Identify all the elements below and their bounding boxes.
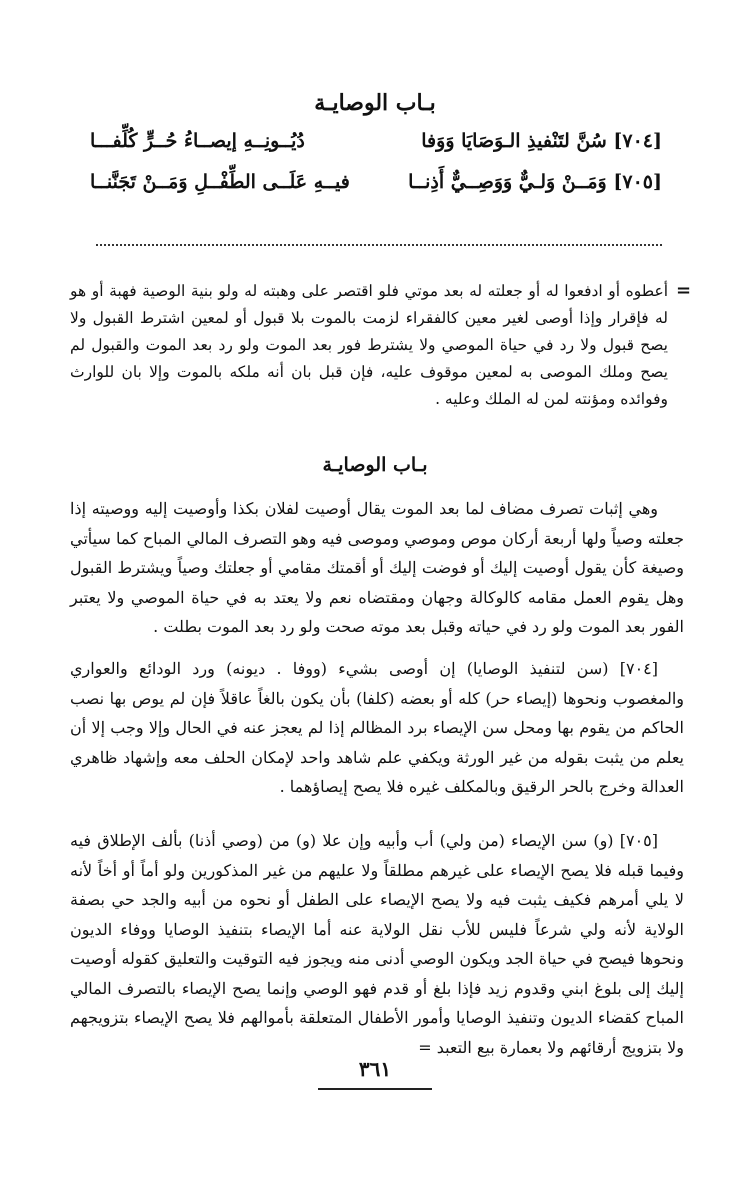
page-number-underline xyxy=(318,1088,432,1090)
verse-first-hemistich: [٧٠٤] سُنَّ لتَنْفيذِ الـوَصَايَا وَوَفا xyxy=(421,130,662,152)
commentary-paragraph: وهي إثبات تصرف مضاف لما بعد الموت يقال أوصيت لفلان بكذا وأوصيت إليه ووصيته إذا جعلته وصياً ولها أربعة أركان موص وموصي وموصى فيه وهو التصرف المالي المباح كما سيأتي وصيغة كأن يقول أوصيت إليك أو فوضت إليك أو أقمتك مقامي أو جعلتك وصياً ويشترط القبول وهل يقوم العمل مقامه كالوكالة وجهان ومقتضاه نعم ولا يعتد به في حياة الموصي ولا يعتبر الفور بعد الموت ولو رد في حياته وقبل بعد موته صحت ولو رد بعد الموت بطلت . xyxy=(70,499,684,636)
section-heading: بـاب الوصايـة xyxy=(322,454,428,476)
verse-number: [٧٠٤] xyxy=(613,130,662,152)
commentary-paragraph: [٧٠٤] (سن لتنفيذ الوصايا) إن أوصى بشيء (ووفا . ديونه) ورد الودائع والعواري والمغصوب ونحوها (إيصاء حر) كله أو بعضه (كلفا) بأن يكون بالغاً عاقلاً فإن لم يوص بها نصب الحاكم من يقوم بها ومحل سن الإيصاء برد المظالم إذا لم يعجز عنه في الحال وإلا وجب إلا أن يعلم من يثبت بقوله من غير الورثة ويكفي علم شاهد واحد لإمكان الحلف معه وإشهاد ظاهري العدالة وخرج بالحر الرقيق وبالمكلف غيره فلا يصح إيصاؤهما . xyxy=(70,659,684,796)
commentary-paragraph: [٧٠٥] (و) سن الإيصاء (من ولي) أب وأبيه وإن علا (و) من (وصي أذنا) بألف الإطلاق فيه وفيما قبله فلا يصح الإيصاء على غيرهم مطلقاً ولا عليهم من غير المذكورين ولو أماً أو أخاً لأنه لا يلي أمرهم فكيف يثبت فيه ولا يصح الإيصاء على الطفل أو نحوه من أبيه والجد حي بصفة الولاية لأنه ولي شرعاً فليس للأب نقل الولاية عنه أما الإيصاء بتنفيذ الوصايا ووفاء الديون ونحوها فيصح في حياة الجد ويكون الوصي أدنى منه ويجوز فيه التوقيت والتعليق كقوله أوصيت إليك إلى بلوغ ابني وقدوم زيد فإذا بلغ أو قدم فهو الوصي وإنما يصح الإيصاء بالتصرف المالي المباح كقضاء الديون وتنفيذ الوصايا وأمور الأطفال المتعلقة بأموالهم فلا يصح الإيصاء بتزويجهم ولا بتزويج أرقائهم ولا بعمارة بيع التعبد = xyxy=(70,831,684,1057)
verse-second-hemistich: دُيُــونِــهِ إيصــاءُ حُــرٍّ كُلِّفـــا xyxy=(90,130,305,152)
page-number: ٣٦١ xyxy=(358,1057,392,1081)
footnote-continuation: أعطوه أو ادفعوا له أو جعلته له بعد موتي فلو اقتصر على وهبته له ولو بنية الوصية فهبة أو هو له فإقرار وإذا أوصى لغير معين كالفقراء لزمت بالموت بلا قبول أو لمعين اشترط القبول ولا يصح قبول ولا رد في حياة الموصي ولا يشترط فور بعد الموت ولو رد بعد الموت والقبول لم يصح وملك الموصى به لمعين موقوف عليه، فإن قبل بان أنه ملكه بالموت وإلا بان للوارث وفوائده ومؤنته لمن له الملك وعليه . xyxy=(70,282,668,408)
verse-first-hemistich: [٧٠٥] وَمَــنْ وَلـيٌّ وَوَصِــيٌّ أَذِنــا xyxy=(408,171,662,193)
chapter-heading: بـاب الوصايـة xyxy=(314,90,436,116)
verse-number: [٧٠٥] xyxy=(613,171,662,193)
continuation-mark: = xyxy=(676,280,692,301)
verse-second-hemistich: فيــهِ عَلَــى الطِّفْــلِ وَمَــنْ تَجَنَّنــا xyxy=(90,171,350,193)
verse-line xyxy=(90,124,662,158)
dotted-separator xyxy=(96,244,662,246)
verse-line xyxy=(90,165,662,199)
